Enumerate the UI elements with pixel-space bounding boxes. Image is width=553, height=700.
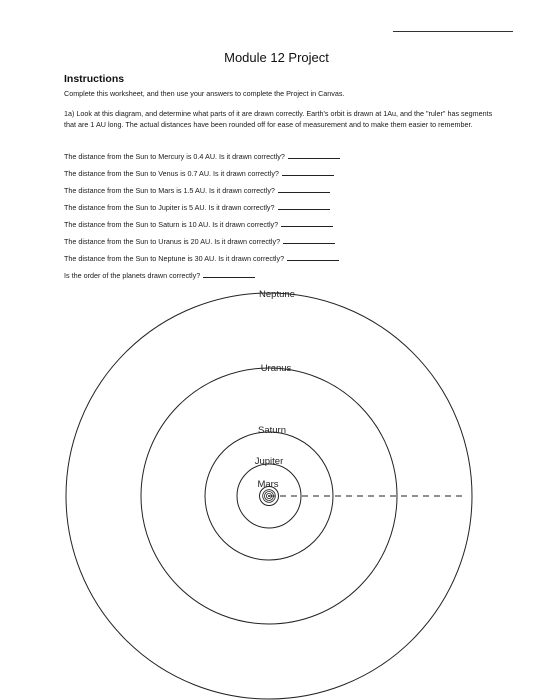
question-text: The distance from the Sun to Neptune is 30 AU. Is it drawn correctly? — [64, 254, 285, 263]
question-text: The distance from the Sun to Saturn is 10 AU. Is it drawn correctly? — [64, 220, 279, 229]
answer-blank[interactable] — [278, 202, 330, 210]
answer-blank[interactable] — [287, 253, 339, 261]
answer-blank[interactable] — [282, 168, 334, 176]
question-text: The distance from the Sun to Venus is 0.7 AU. Is it drawn correctly? — [64, 169, 279, 178]
orbit-diagram-svg — [0, 280, 553, 700]
question-text: Is the order of the planets drawn correctly? — [64, 271, 201, 280]
question-mercury — [64, 151, 340, 162]
question-neptune — [64, 253, 339, 264]
mars-label: Mars — [257, 479, 279, 490]
saturn-label: Saturn — [258, 425, 286, 436]
answer-blank[interactable] — [203, 270, 255, 278]
answer-blank[interactable] — [283, 236, 335, 244]
solar-system-diagram — [0, 280, 553, 700]
sun-dot — [268, 495, 270, 497]
question-uranus — [64, 236, 335, 247]
question-text: The distance from the Sun to Mercury is 0.4 AU. Is it drawn correctly? — [64, 152, 285, 161]
page-title: Module 12 Project — [224, 50, 329, 65]
intro-text: Complete this worksheet, and then use your answers to complete the Project in Canvas. — [64, 89, 345, 98]
question-text: The distance from the Sun to Uranus is 20 AU. Is it drawn correctly? — [64, 237, 281, 246]
question-saturn — [64, 219, 333, 230]
answer-blank[interactable] — [281, 219, 333, 227]
question-jupiter — [64, 202, 330, 213]
neptune-label: Neptune — [259, 289, 295, 300]
name-line[interactable] — [393, 31, 513, 32]
question-1a-text: 1a) Look at this diagram, and determine what parts of it are drawn correctly. Earth's orbit is drawn at 1Au, and the "ruler" has segments that are 1 AU long. The actual distances have been rounded off for ease of measurement and to make them easier to remember. — [64, 109, 493, 129]
question-text: The distance from the Sun to Jupiter is 5 AU. Is it drawn correctly? — [64, 203, 275, 212]
question-text: The distance from the Sun to Mars is 1.5 AU. Is it drawn correctly? — [64, 186, 275, 195]
uranus-label: Uranus — [260, 363, 292, 374]
instructions-heading: Instructions — [64, 73, 125, 85]
jupiter-label: Jupiter — [254, 456, 284, 467]
answer-blank[interactable] — [288, 151, 340, 159]
answer-blank[interactable] — [278, 185, 330, 193]
question-venus — [64, 168, 334, 179]
question-mars — [64, 185, 330, 196]
